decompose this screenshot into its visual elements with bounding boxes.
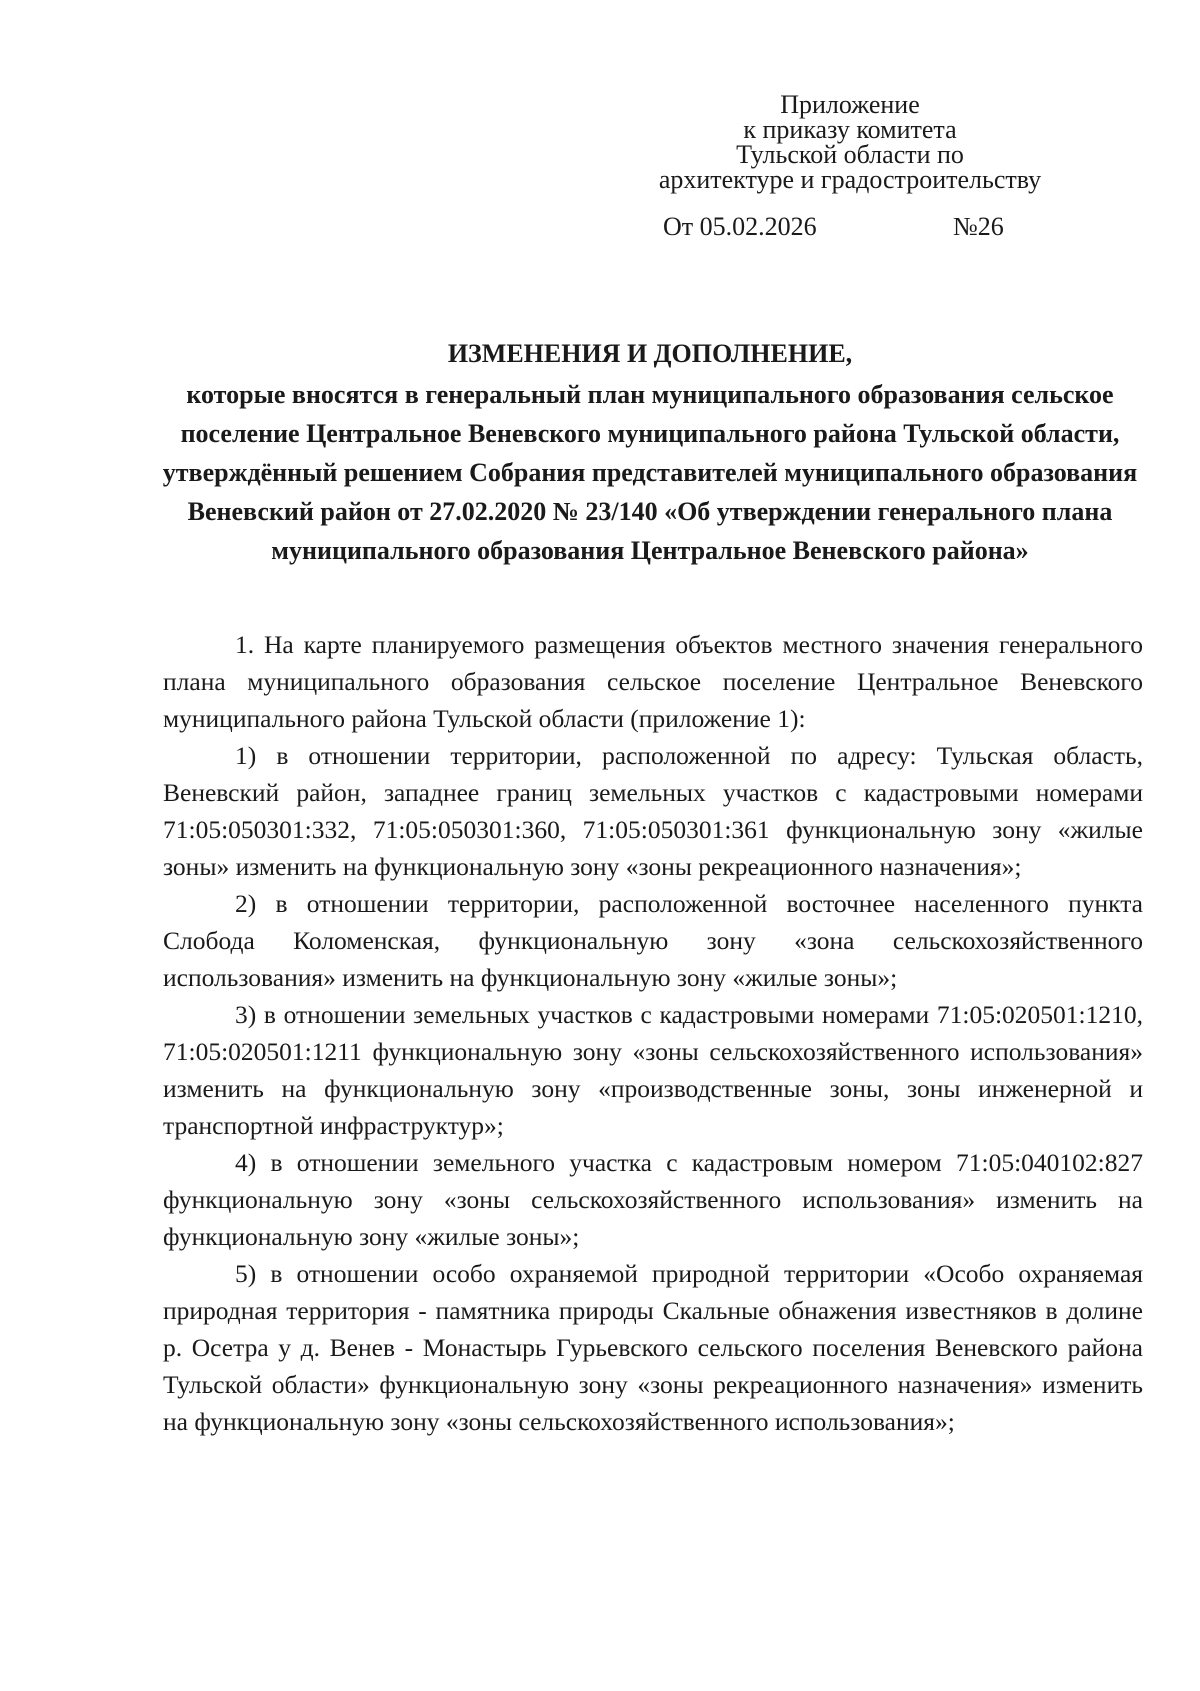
order-reference — [663, 212, 1053, 242]
title-subtitle: которые вносятся в генеральный план муниципального образования сельское поселение Центральное Веневского муниципального района Тульской области, утверждённый решением Собрания представителей муниципального образования Веневский район от 27.02.2020 № 23/140 «Об утверждении генерального плана муниципального образования Центральное Веневского района» — [162, 380, 1138, 565]
annex-line: Тульской области по — [736, 140, 964, 169]
paragraph: 5) в отношении особо охраняемой природной территории «Особо охраняемая природная территория - памятника природы Скальные обнажения известняков в долине р. Осетра у д. Венев - Монастырь Гурьевского сельского поселения Веневского района Тульской области» функциональную зону «зоны рекреационного назначения» изменить на функциональную зону «зоны сельскохозяйственного использования»; — [163, 1259, 1143, 1436]
title-heading: ИЗМЕНЕНИЯ И ДОПОЛНЕНИЕ, — [447, 339, 853, 368]
paragraph: 3) в отношении земельных участков с кадастровыми номерами 71:05:020501:1210, 71:05:020501:1211 функциональную зону «зоны сельскохозяйственного использования» изменить на функциональную зону «производственные зоны, зоны инженерной и транспортной инфраструктур»; — [163, 1000, 1143, 1140]
document-body — [163, 626, 1143, 1440]
order-date: От 05.02.2026 — [663, 212, 817, 241]
document-title — [155, 334, 1145, 570]
annex-line: Приложение — [780, 90, 920, 119]
annex-line: архитектуре и градостроительству — [658, 165, 1042, 194]
paragraph: 1. На карте планируемого размещения объектов местного значения генерального плана муниципального образования сельское поселение Центральное Веневского муниципального района Тульской области (приложение 1): — [163, 630, 1143, 733]
paragraph: 2) в отношении территории, расположенной восточнее населенного пункта Слобода Коломенская, функциональную зону «зона сельскохозяйственного использования» изменить на функциональную зону «жилые зоны»; — [163, 889, 1143, 992]
annex-line: к приказу комитета — [743, 115, 957, 144]
paragraph: 1) в отношении территории, расположенной по адресу: Тульская область, Веневский район, западнее границ земельных участков с кадастровыми номерами 71:05:050301:332, 71:05:050301:360, 71:05:050301:361 функциональную зону «жилые зоны» изменить на функциональную зону «зоны рекреационного назначения»; — [163, 741, 1143, 881]
order-number: №26 — [953, 212, 1004, 241]
annex-header — [630, 92, 1070, 192]
paragraph: 4) в отношении земельного участка с кадастровым номером 71:05:040102:827 функциональную зону «зоны сельскохозяйственного использования» изменить на функциональную зону «жилые зоны»; — [163, 1148, 1143, 1251]
